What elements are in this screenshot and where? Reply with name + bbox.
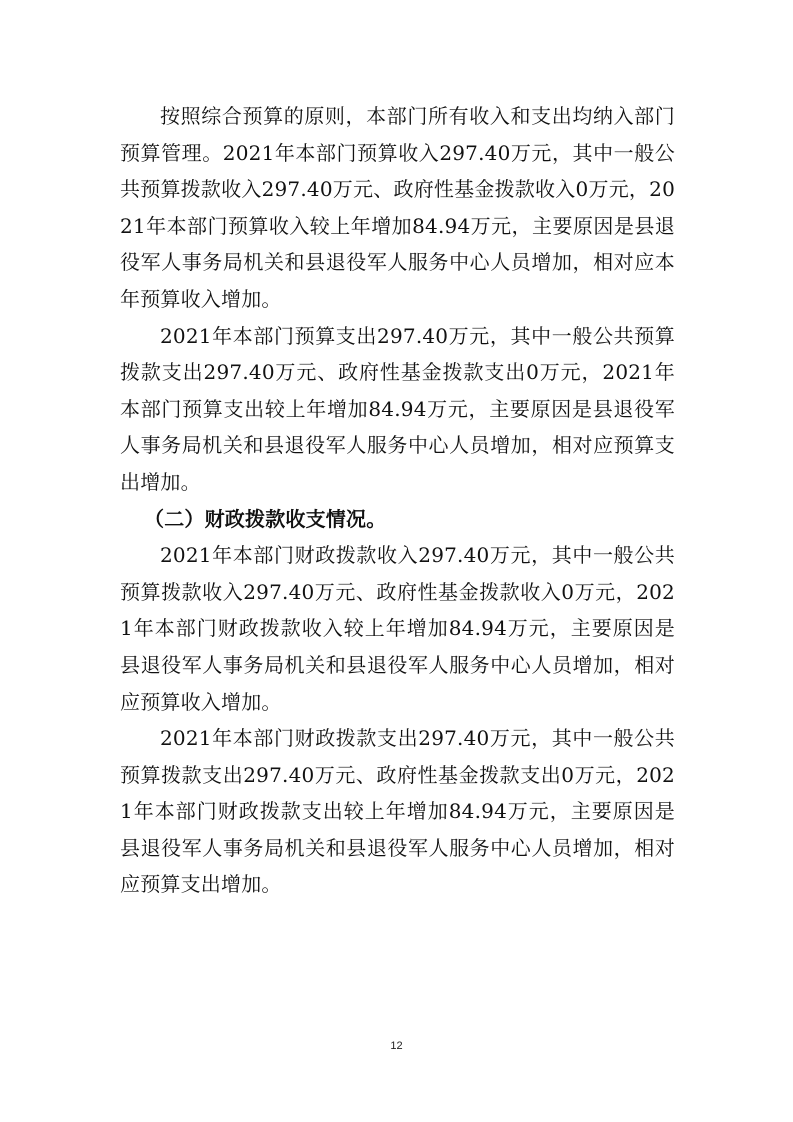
paragraph-budget-expenditure: 2021年本部门预算支出297.40万元，其中一般公共预算拨款支出297.40万元、政府性基金拨款支出0万元，2021年本部门预算支出较上年增加84.94万元，主要原因是县退役军人事务局机关和县退役军人服务中心人员增加，相对应预算支出增加。 xyxy=(120,323,675,494)
paragraph-budget-principle: 按照综合预算的原则，本部门所有收入和支出均纳入部门预算管理。2021年本部门预算收入297.40万元，其中一般公共预算拨款收入297.40万元、政府性基金拨款收入0万元，2021年本部门预算收入较上年增加84.94万元，主要原因是县退役军人事务局机关和县退役军人服务中心人员增加，相对应本年预算收入增加。 xyxy=(120,104,675,311)
section-heading-fiscal-appropriation: （二）财政拨款收支情况。 xyxy=(144,506,387,531)
document-body xyxy=(120,98,675,903)
paragraph-fiscal-expenditure: 2021年本部门财政拨款支出297.40万元，其中一般公共预算拨款支出297.40万元、政府性基金拨款支出0万元，2021年本部门财政拨款支出较上年增加84.94万元，主要原因是县退役军人事务局机关和县退役军人服务中心人员增加，相对应预算支出增加。 xyxy=(120,726,675,897)
paragraph-fiscal-income: 2021年本部门财政拨款收入297.40万元，其中一般公共预算拨款收入297.40万元、政府性基金拨款收入0万元，2021年本部门财政拨款收入较上年增加84.94万元，主要原因是县退役军人事务局机关和县退役军人服务中心人员增加，相对应预算收入增加。 xyxy=(120,543,675,714)
page-number: 12 xyxy=(390,1040,403,1052)
